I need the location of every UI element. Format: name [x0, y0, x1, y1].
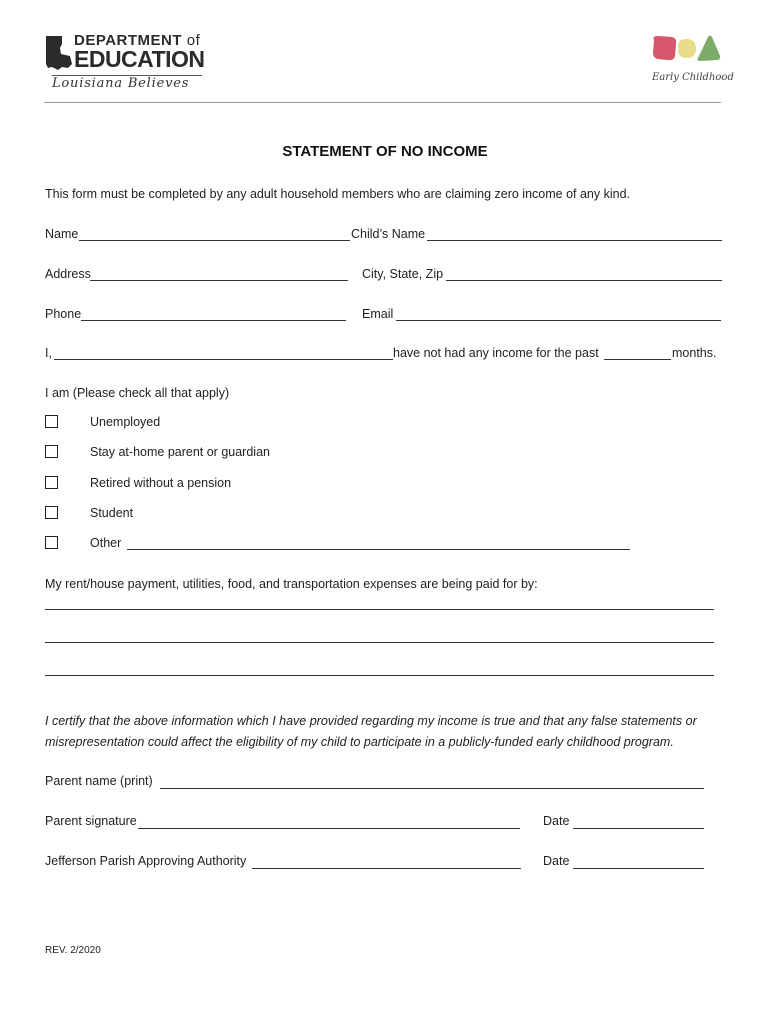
dept-name-line2: EDUCATION [74, 46, 205, 72]
expenses-line-1[interactable] [45, 609, 714, 610]
parent-name-field[interactable] [160, 788, 704, 789]
check-prompt: I am (Please check all that apply) [45, 386, 230, 400]
early-childhood-logo [650, 34, 734, 96]
email-field[interactable] [396, 320, 721, 321]
expenses-prompt: My rent/house payment, utilities, food, and transportation expenses are being paid for by: [45, 577, 538, 591]
student-checkbox[interactable] [45, 506, 58, 519]
certify-line-2: misrepresentation could affect the eligibility of my child to participate in a publicly-funded early childhood program. [45, 735, 674, 749]
parent-signature-label: Parent signature [45, 814, 137, 828]
authority-signature-field[interactable] [252, 868, 521, 869]
unemployed-checkbox[interactable] [45, 415, 58, 428]
statement-prefix: I, [45, 346, 52, 360]
stay-at-home-checkbox[interactable] [45, 445, 58, 458]
tagline-rule [52, 75, 202, 76]
louisiana-state-icon [44, 34, 74, 72]
option-label: Retired without a pension [90, 476, 232, 490]
ec-wordmark: Early Childhood [652, 72, 734, 83]
childs-name-field[interactable] [427, 240, 722, 241]
statement-suffix: months. [672, 346, 717, 360]
date-label: Date [543, 854, 570, 868]
option-label: Unemployed [90, 415, 161, 429]
city-state-zip-field[interactable] [446, 280, 722, 281]
authority-date-field[interactable] [573, 868, 704, 869]
header-divider [44, 102, 721, 103]
phone-label: Phone [45, 307, 82, 321]
intro-text: This form must be completed by any adult household members who are claiming zero income of any kind. [45, 187, 631, 201]
other-checkbox[interactable] [45, 536, 58, 549]
name-label: Name [45, 227, 79, 241]
other-field[interactable] [127, 549, 630, 550]
date-label: Date [543, 814, 570, 828]
option-label: Student [90, 506, 134, 520]
email-label: Email [362, 307, 394, 321]
parent-name-label: Parent name (print) [45, 774, 153, 788]
months-field[interactable] [604, 359, 671, 360]
louisiana-doe-logo [44, 32, 214, 94]
revision-note: REV. 2/2020 [45, 945, 101, 956]
phone-field[interactable] [81, 320, 346, 321]
dept-tagline: Louisiana Believes [52, 76, 190, 91]
certify-line-1: I certify that the above information which I have provided regarding my income is true and that any false statements or [45, 714, 697, 728]
parent-signature-field[interactable] [138, 828, 520, 829]
option-label: Other [90, 536, 122, 550]
city-state-zip-label: City, State, Zip [362, 267, 444, 281]
address-label: Address [45, 267, 91, 281]
option-label: Stay at-home parent or guardian [90, 445, 270, 459]
dept-name-line1: DEPARTMENT of [74, 32, 201, 49]
name-field[interactable] [79, 240, 350, 241]
ec-shapes-icon [650, 34, 722, 68]
expenses-line-2[interactable] [45, 642, 714, 643]
childs-name-label: Child’s Name [351, 227, 426, 241]
authority-label: Jefferson Parish Approving Authority [45, 854, 247, 868]
retired-checkbox[interactable] [45, 476, 58, 489]
expenses-line-3[interactable] [45, 675, 714, 676]
declarant-name-field[interactable] [54, 359, 393, 360]
address-field[interactable] [90, 280, 348, 281]
statement-middle: have not had any income for the past [393, 346, 599, 360]
page-title: STATEMENT OF NO INCOME [282, 143, 488, 160]
parent-date-field[interactable] [573, 828, 704, 829]
